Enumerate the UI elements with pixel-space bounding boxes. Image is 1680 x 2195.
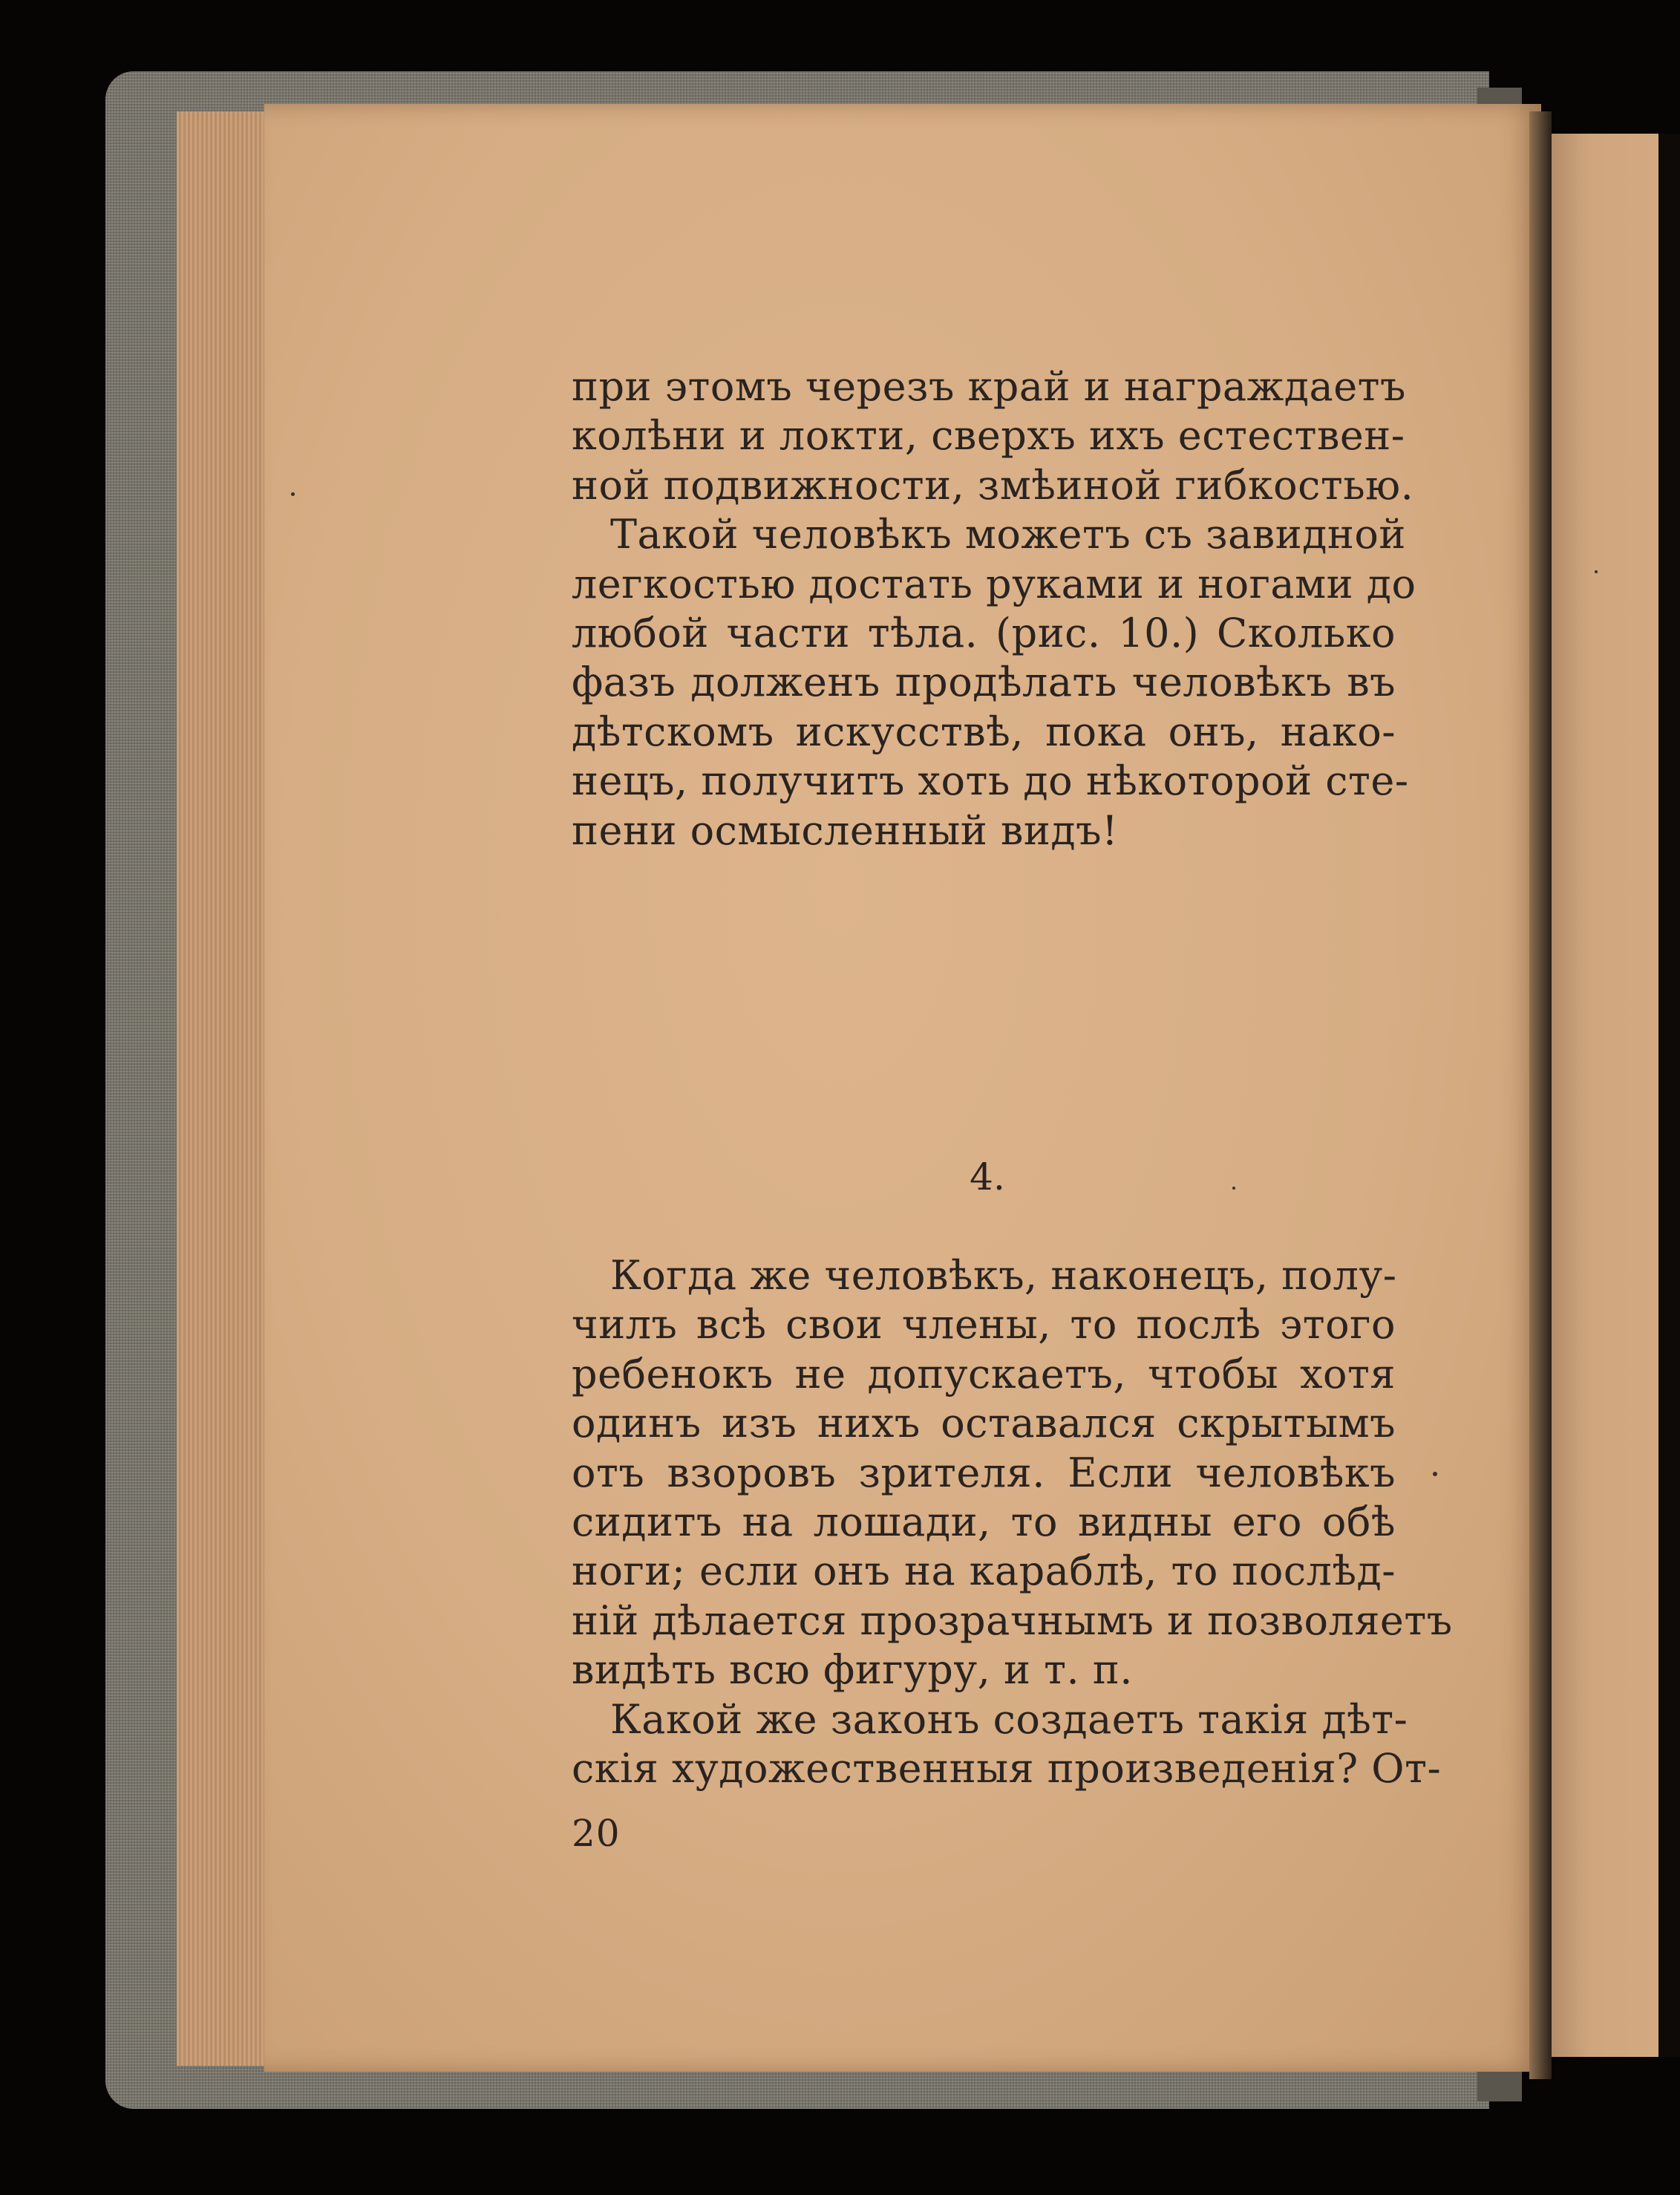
text-line: дѣтскомъ искусствѣ, пока онъ, нако- [572,708,1396,755]
text-line: нецъ, получитъ хоть до нѣкоторой сте- [572,757,1409,805]
text-line: фазъ долженъ продѣлать человѣкъ въ [572,659,1396,706]
paper-speck [1433,1472,1437,1476]
text-line: Такой человѣкъ можетъ съ завидной [610,511,1406,558]
section-number: 4. [970,1155,1005,1198]
text-line: Какой же законъ создаетъ такiя дѣт- [610,1695,1408,1743]
page-gutter [1529,111,1552,2079]
text-line: одинъ изъ нихъ оставался скрытымъ [572,1400,1396,1447]
page-number: 20 [572,1812,621,1855]
text-line: видѣть всю фигуру, и т. п. [572,1646,1133,1694]
text-line: скiя художественныя произведенiя? От- [572,1744,1442,1792]
paper-speck [1232,1187,1235,1190]
paper-speck [1595,570,1598,573]
text-bottom [572,1251,1453,1793]
text-line: ной подвижности, змѣиной гибкостью. [572,461,1414,509]
text-line: легкостью достать руками и ногами до [572,560,1416,607]
text-top [572,362,1416,855]
paper-speck [291,492,295,496]
text-line: сидитъ на лошади, то видны его обѣ [572,1498,1396,1545]
text-line: ребенокъ не допускаетъ, чтобы хотя [572,1350,1396,1397]
text-line: при этомъ черезъ край и награждаетъ [572,363,1406,410]
text-line: отъ взоровъ зрителя. Если человѣкъ [572,1449,1396,1496]
text-line: чилъ всѣ свои члены, то послѣ этого [572,1301,1396,1348]
text-line: колѣни и локти, сверхъ ихъ естествен- [572,412,1405,460]
text-line: ноги; если онъ на караблѣ, то послѣд- [572,1547,1396,1595]
text-line: пени осмысленный видъ! [572,806,1119,854]
facing-page-shadow [1658,134,1680,2057]
text-line: Когда же человѣкъ, наконецъ, полу- [610,1252,1397,1299]
page-stack-edge [177,111,264,2066]
text-line: любой части тѣла. (рис. 10.) Сколько [572,609,1396,656]
text-line: нiй дѣлается прозрачнымъ и позволяетъ [572,1596,1453,1644]
